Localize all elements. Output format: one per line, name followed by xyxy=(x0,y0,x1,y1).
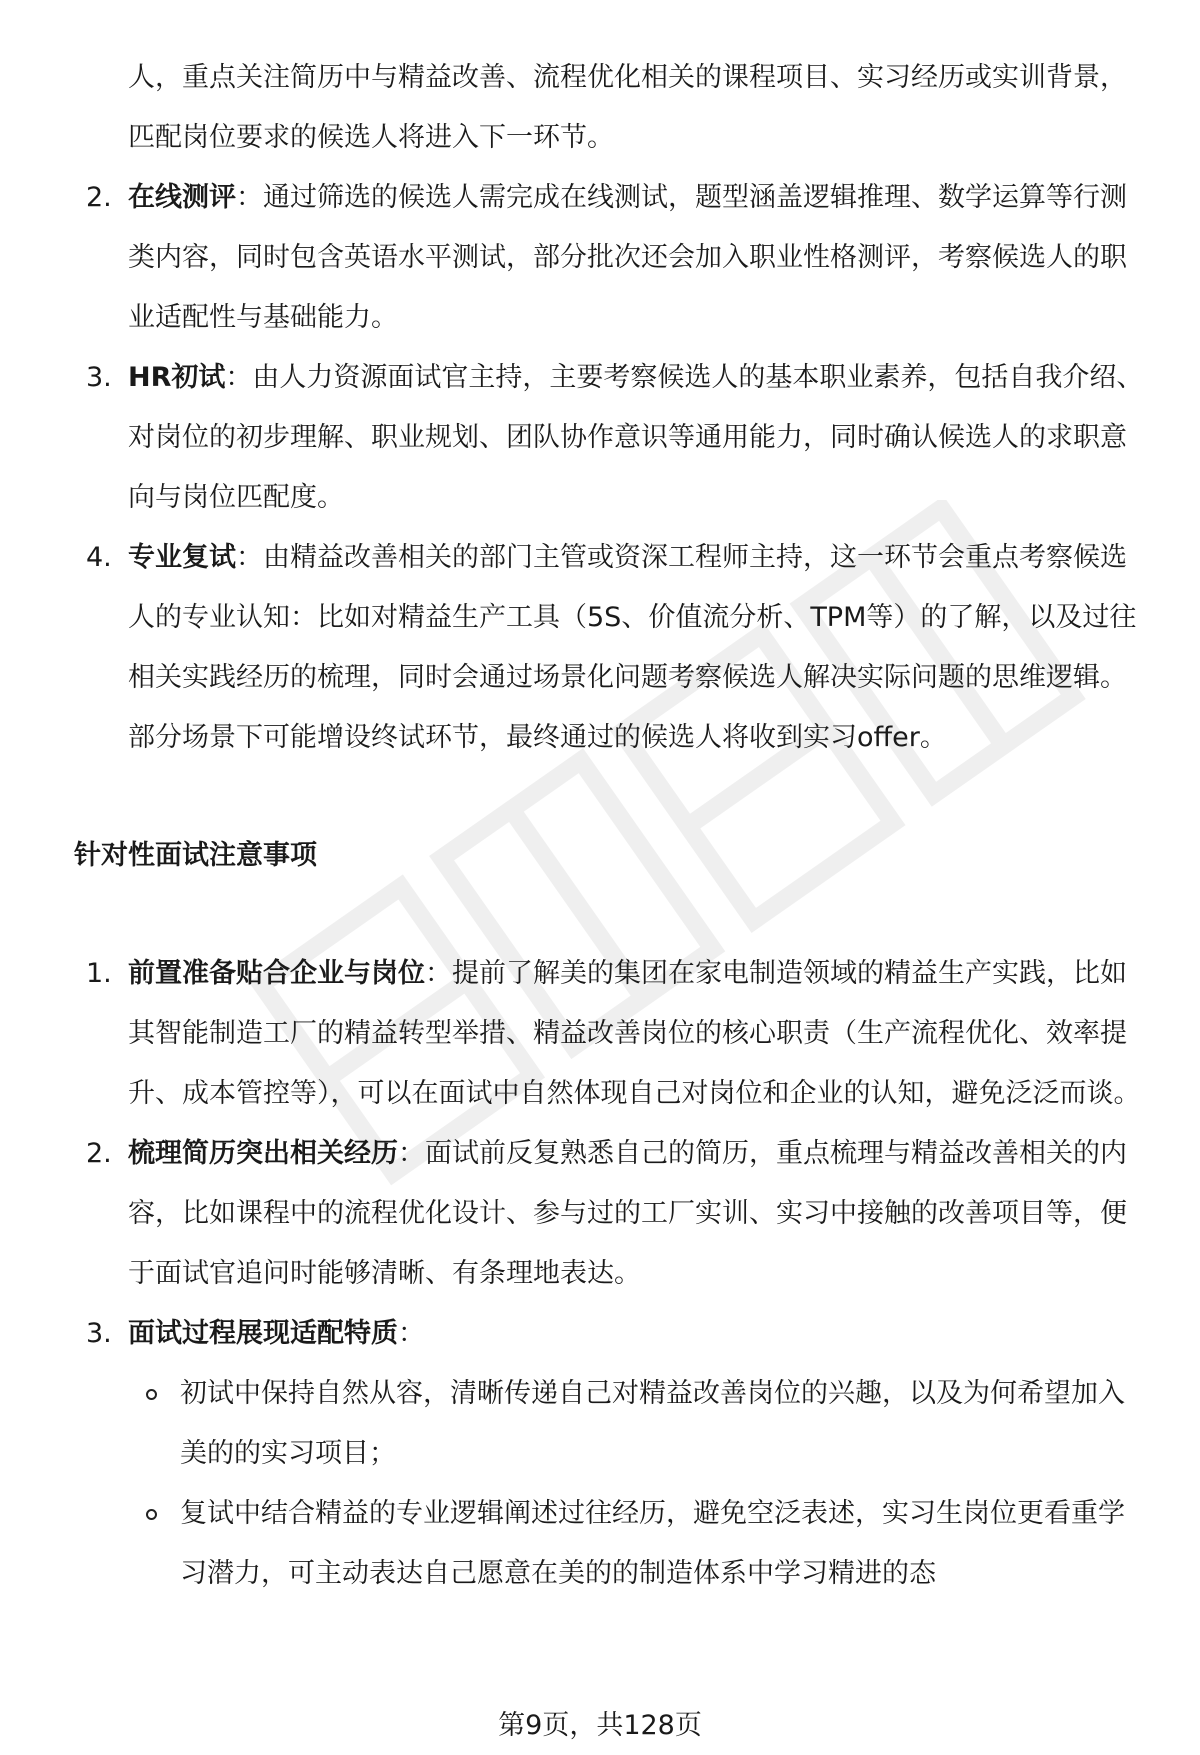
list-item xyxy=(0,168,1200,348)
tip-title: 梳理简历突出相关经历 xyxy=(128,1138,398,1169)
list-item xyxy=(0,528,1200,768)
list-item xyxy=(0,1124,1200,1304)
tip-title: 前置准备贴合企业与岗位 xyxy=(128,958,425,989)
document-body xyxy=(0,48,1200,1604)
list-number: 2. xyxy=(86,182,112,213)
sub-list xyxy=(128,1364,1144,1604)
step-title: 在线测评 xyxy=(128,182,236,213)
page-footer: 第9页，共128页 xyxy=(498,1710,702,1741)
hollow-bullet-icon xyxy=(146,1509,157,1520)
sub-item-text: 复试中结合精益的专业逻辑阐述过往经历，避免空泛表述，实习生岗位更看重学习潜力，可主动表达自己愿意在美的的制造体系中学习精进的态 xyxy=(180,1498,1125,1589)
list-number: 3. xyxy=(86,1318,112,1349)
step-text: ：由精益改善相关的部门主管或资深工程师主持，这一环节会重点考察候选人的专业认知：比如对精益生产工具（5S、价值流分析、TPM等）的了解，以及过往相关实践经历的梳理，同时会通过场景化问题考察候选人解决实际问题的思维逻辑。部分场景下可能增设终试环节，最终通过的候选人将收到实习offer。 xyxy=(128,542,1137,753)
interview-process-list xyxy=(0,168,1200,768)
sub-list-item xyxy=(128,1364,1144,1484)
step-title: 专业复试 xyxy=(128,542,236,573)
list-number: 3. xyxy=(86,362,112,393)
section-heading: 针对性面试注意事项 xyxy=(74,840,317,871)
hollow-bullet-icon xyxy=(146,1389,157,1400)
tip-text: ：提前了解美的集团在家电制造领域的精益生产实践，比如其智能制造工厂的精益转型举措、精益改善岗位的核心职责（生产流程优化、效率提升、成本管控等），可以在面试中自然体现自己对岗位和企业的认知，避免泛泛而谈。 xyxy=(128,958,1141,1109)
list-item xyxy=(0,348,1200,528)
step-text: ：由人力资源面试官主持，主要考察候选人的基本职业素养，包括自我介绍、对岗位的初步理解、职业规划、团队协作意识等通用能力，同时确认候选人的求职意向与岗位匹配度。 xyxy=(128,362,1144,513)
tip-title: 面试过程展现适配特质 xyxy=(128,1318,398,1349)
interview-tips-list xyxy=(0,944,1200,1604)
list-number: 2. xyxy=(86,1138,112,1169)
list-item xyxy=(0,1304,1200,1604)
tip-text: ： xyxy=(398,1318,425,1349)
list-item xyxy=(0,944,1200,1124)
tip-text: ：面试前反复熟悉自己的简历，重点梳理与精益改善相关的内容，比如课程中的流程优化设计、参与过的工厂实训、实习中接触的改善项目等，便于面试官追问时能够清晰、有条理地表达。 xyxy=(128,1138,1127,1289)
step-text: ：通过筛选的候选人需完成在线测试，题型涵盖逻辑推理、数学运算等行测类内容，同时包含英语水平测试，部分批次还会加入职业性格测评，考察候选人的职业适配性与基础能力。 xyxy=(128,182,1127,333)
step-title: HR初试 xyxy=(128,362,226,393)
list-number: 1. xyxy=(86,958,112,989)
sub-list-item xyxy=(128,1484,1144,1604)
step-1-continuation: 人，重点关注简历中与精益改善、流程优化相关的课程项目、实习经历或实训背景，匹配岗位要求的候选人将进入下一环节。 xyxy=(128,62,1127,153)
sub-item-text: 初试中保持自然从容，清晰传递自己对精益改善岗位的兴趣，以及为何希望加入美的的实习项目； xyxy=(180,1378,1125,1469)
list-number: 4. xyxy=(86,542,112,573)
